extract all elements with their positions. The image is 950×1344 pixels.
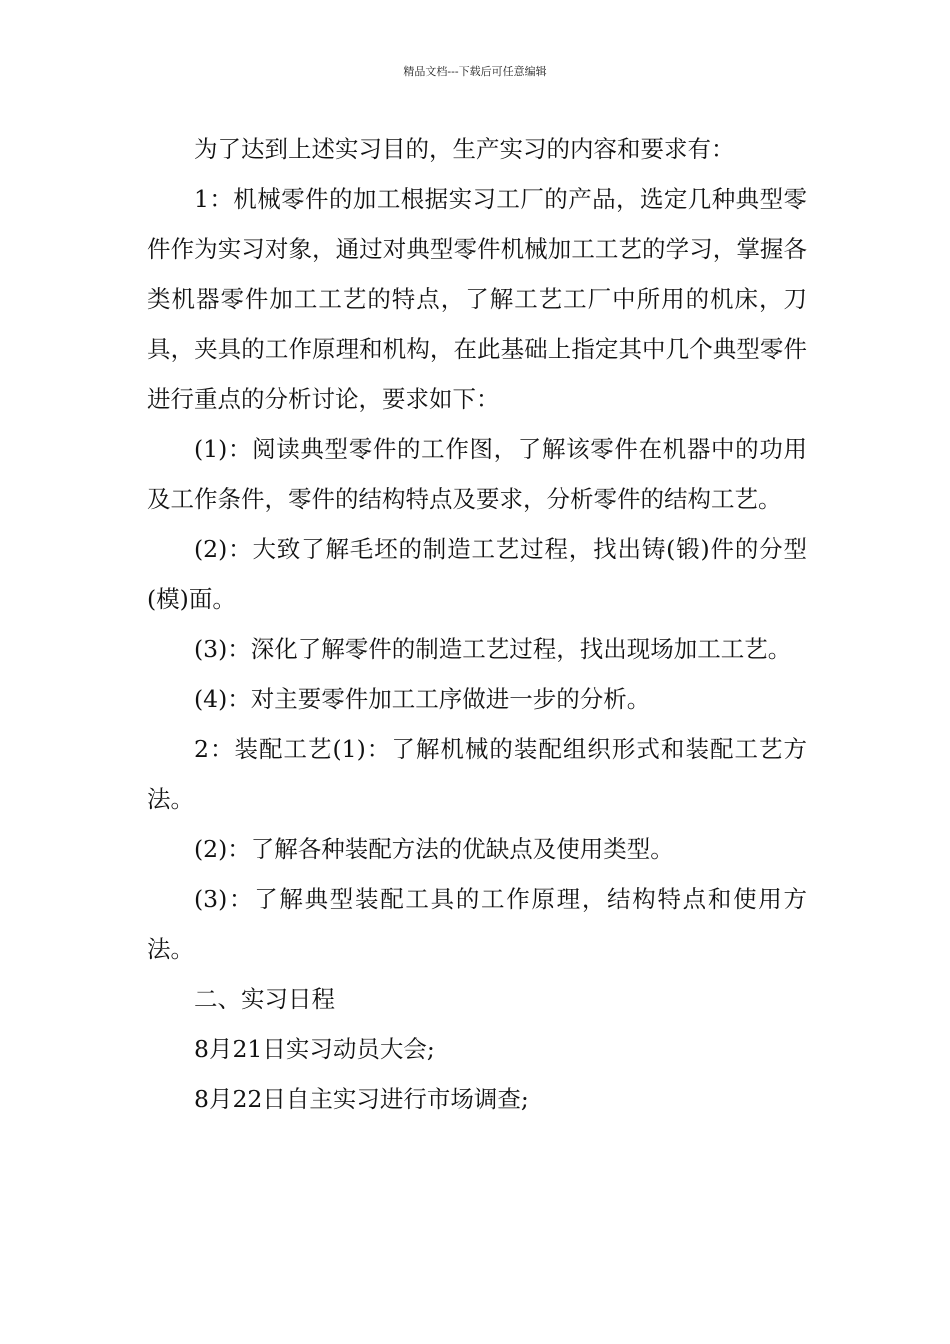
paragraph-assembly-item-3: (3)：了解典型装配工具的工作原理，结构特点和使用方法。: [147, 885, 807, 963]
paragraph-item-1: (1)：阅读典型零件的工作图，了解该零件在机器中的功用及工作条件，零件的结构特点及要求，分析零件的结构工艺。: [147, 435, 807, 513]
paragraph-assembly: 2：装配工艺(1)：了解机械的装配组织形式和装配工艺方法。: [147, 735, 807, 813]
paragraph-item-4: (4)：对主要零件加工工序做进一步的分析。: [194, 685, 651, 713]
section-heading-schedule: 二、实习日程: [194, 985, 335, 1013]
paragraph-machining: 1：机械零件的加工根据实习工厂的产品，选定几种典型零件作为实习对象，通过对典型零件机械加工工艺的学习，掌握各类机器零件加工工艺的特点，了解工艺工厂中所用的机床，刀具，夹具的工作原理和机构，在此基础上指定其中几个典型零件进行重点的分析讨论，要求如下：: [147, 185, 807, 413]
paragraph-assembly-item-2: (2)：了解各种装配方法的优缺点及使用类型。: [194, 835, 674, 863]
page-header: 精品文档---下载后可任意编辑: [403, 65, 547, 78]
paragraph-intro: 为了达到上述实习目的，生产实习的内容和要求有：: [194, 135, 735, 163]
paragraph-item-3: (3)：深化了解零件的制造工艺过程，找出现场加工工艺。: [194, 635, 792, 663]
paragraph-item-2: (2)：大致了解毛坯的制造工艺过程，找出铸(锻)件的分型(模)面。: [147, 535, 807, 613]
schedule-entry: 8月22日自主实习进行市场调查;: [194, 1085, 529, 1113]
schedule-entry: 8月21日实习动员大会;: [194, 1035, 435, 1063]
document-body: [147, 124, 807, 1124]
